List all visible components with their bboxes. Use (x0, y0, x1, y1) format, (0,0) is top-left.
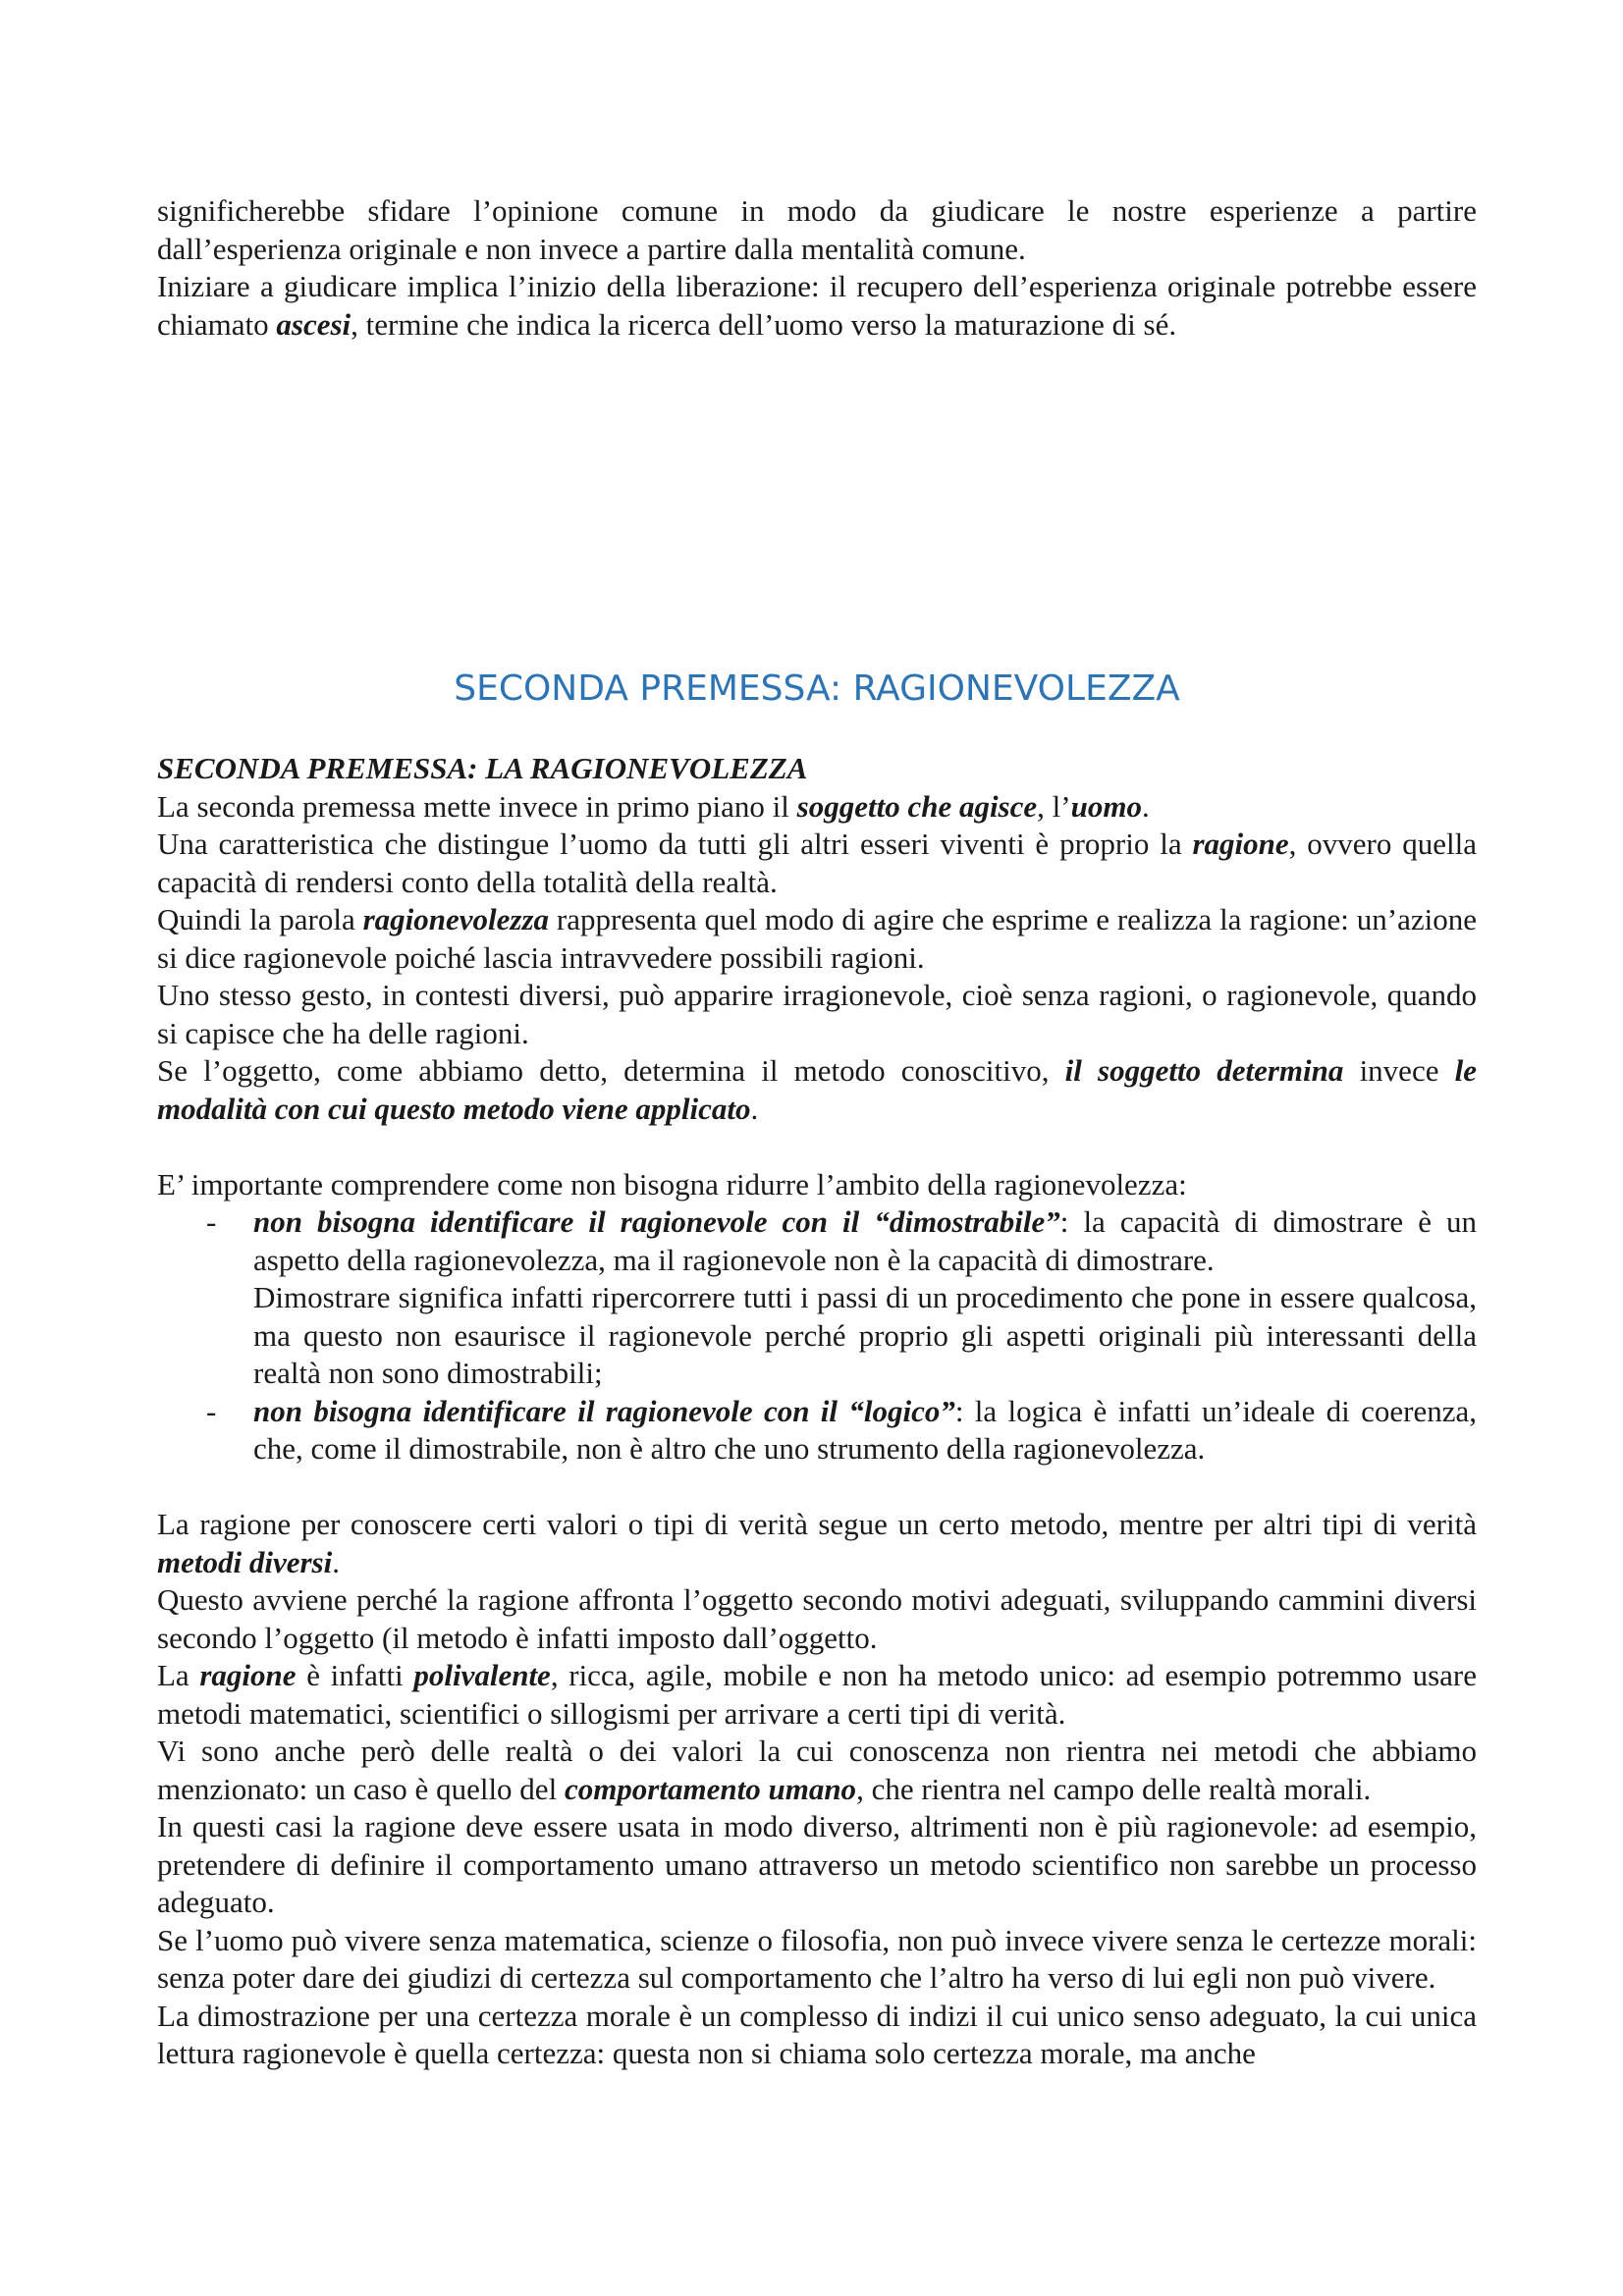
paragraph-intro-3: Quindi la parola ragionevolezza rappresenta quel modo di agire che esprime e realizza la ragione: un’azione si dice ragionevole poiché lascia intravvedere possibili ragioni. (157, 902, 1477, 975)
list-bullet: - (206, 1393, 217, 1428)
paragraph-body-4: Vi sono anche però delle realtà o dei valori la cui conoscenza non rientra nei metodi che abbiamo menzionato: un caso è quello del comportamento umano, che rientra nel campo delle realtà morali. (157, 1734, 1477, 1806)
list-item-continuation: Dimostrare significa infatti ripercorrere tutti i passi di un procedimento che pone in essere qualcosa, ma questo non esaurisce il ragionevole perché proprio gli aspetti originali più interessanti della realtà non sono dimostrabili; (253, 1280, 1477, 1390)
paragraph-intro-1: La seconda premessa mette invece in primo piano il soggetto che agisce, l’uomo. (157, 788, 1150, 824)
section-heading: SECONDA PREMESSA: RAGIONEVOLEZZA (454, 668, 1180, 709)
section-spacer (157, 344, 1477, 667)
paragraph-body-2: Questo avviene perché la ragione affronta l’oggetto secondo motivi adeguati, sviluppando cammini diversi secondo l’oggetto (il metodo è infatti imposto dall’oggetto. (157, 1582, 1477, 1655)
subheading: SECONDA PREMESSA: LA RAGIONEVOLEZZA (157, 751, 808, 785)
blank-line (157, 1128, 1477, 1166)
paragraph-intro-5: Se l’oggetto, come abbiamo detto, determina il metodo conoscitivo, il soggetto determina invece le modalità con cui questo metodo viene applicato. (157, 1053, 1478, 1126)
emphasis-ascesi: ascesi (276, 306, 352, 342)
list-bullet: - (206, 1204, 217, 1239)
page-content (157, 192, 1477, 2073)
list-item: - non bisogna identificare il ragionevole con il “dimostrabile”: la capacità di dimostrare è un aspetto della ragionevolezza, ma il ragionevole non è la capacità di dimostrare. (206, 1204, 1477, 1277)
paragraph-body-3: La ragione è infatti polivalente, ricca, agile, mobile e non ha metodo unico: ad esempio potremmo usare metodi matematici, scientifici o sillogismi per arrivare a certi tipi di verità. (157, 1658, 1477, 1731)
paragraph-body-1: La ragione per conoscere certi valori o tipi di verità segue un certo metodo, mentre per altri tipi di verità metodi diversi. (157, 1507, 1477, 1579)
dash-list-2 (157, 1393, 1477, 1468)
paragraph-intro-2: Una caratteristica che distingue l’uomo da tutti gli altri esseri viventi è proprio la ragione, ovvero quella capacità di rendersi conto della totalità della realtà. (157, 827, 1477, 899)
paragraph-top-1: significherebbe sfidare l’opinione comune in modo da giudicare le nostre esperienze a partire dall’esperienza originale e non invece a partire dalla mentalità comune. (157, 193, 1477, 266)
blank-line (157, 1468, 1477, 1507)
paragraph-body-7: La dimostrazione per una certezza morale è un complesso di indizi il cui unico senso adeguato, la cui unica lettura ragionevole è quella certezza: questa non si chiama solo certezza morale, ma anche (157, 1998, 1477, 2070)
list-intro: E’ importante comprendere come non bisogna ridurre l’ambito della ragionevolezza: (157, 1166, 1187, 1201)
paragraph-intro-4: Uno stesso gesto, in contesti diversi, può apparire irragionevole, cioè senza ragioni, o ragionevole, quando si capisce che ha delle ragioni. (157, 978, 1477, 1050)
paragraph-body-6: Se l’uomo può vivere senza matematica, scienze o filosofia, non può invece vivere senza le certezze morali: senza poter dare dei giudizi di certezza sul comportamento che l’altro ha verso di lui egli non può vivere. (157, 1922, 1477, 1995)
list-item: - non bisogna identificare il ragionevole con il “logico”: la logica è infatti un’ideale di coerenza, che, come il dimostrabile, non è altro che uno strumento della ragionevolezza. (206, 1393, 1477, 1466)
paragraph-top-2: Iniziare a giudicare implica l’inizio della liberazione: il recupero dell’esperienza originale potrebbe essere chiamato ascesi, termine che indica la ricerca dell’uomo verso la maturazione di sé. (157, 269, 1477, 342)
paragraph-body-5: In questi casi la ragione deve essere usata in modo diverso, altrimenti non è più ragionevole: ad esempio, pretendere di definire il comportamento umano attraverso un metodo scientifico non sarebbe un processo adeguato. (157, 1809, 1477, 1919)
dash-list (157, 1203, 1477, 1279)
